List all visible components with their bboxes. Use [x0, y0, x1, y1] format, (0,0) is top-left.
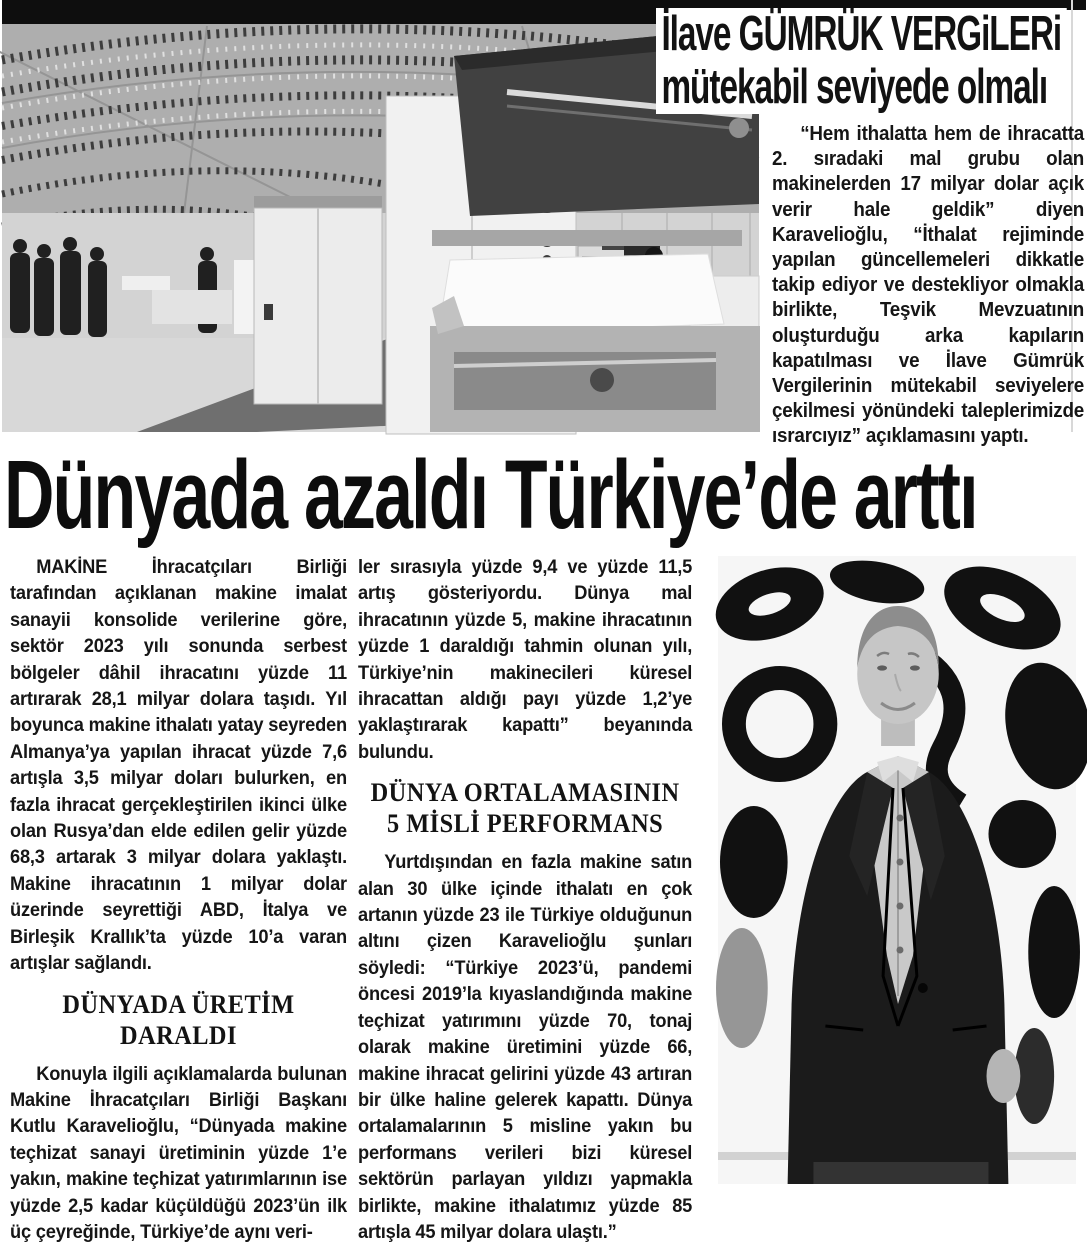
top-headline-row [656, 8, 1087, 61]
column1-subhead-line1: DÜNYADA ÜRETİM [10, 989, 347, 1020]
newspaper-clipping-page [2, 0, 1086, 1184]
top-headline-row [656, 61, 1087, 114]
top-article-body: “Hem ithalatta hem de ihracatta 2. sıradaki mal grubu olan makinelerden 17 milyar dolar açık verir hale geldik” diyen Karavelioğlu, “İthalat rejiminde yapılan güncellemeleri dikkatle takip ediyor ve destekliyor olmakla birlikte, Teşvik Mevzuatının oluşturduğu arka kapıların kapatılması ve İlave Gümrük Vergilerinin mütekabil seviyelere çekilmesi yönündeki taleplerimizde ısrarcıyız” açıklamasını yaptı. [772, 122, 1084, 450]
body-column-1 [10, 554, 347, 1245]
portrait-illustration [718, 556, 1076, 1184]
column1-subhead-line2: DARALDI [10, 1020, 347, 1051]
top-headline-line1: İlave GÜMRÜK VERGiLERi [656, 8, 1067, 61]
column2-subhead-line1: DÜNYA ORTALAMASININ [358, 777, 692, 808]
column2-subhead-line2: 5 MİSLİ PERFORMANS [358, 808, 692, 839]
column1-paragraph2: Konuyla ilgili açıklamalarda bulunan Makine İhracatçıları Birliği Başkanı Kutlu Karavelioğlu, “Dünyada makine teçhizat sanayi üretiminin yüzde 1’e yakın, makine teçhizat yatırımlarının ise yüzde 2,5 kadar küçüldüğü 2023’ün ilk üç çeyreğinde, Türkiye’de aynı veri- [10, 1061, 347, 1245]
main-headline: Dünyada azaldı Türkiye’de arttı [4, 442, 1084, 548]
column2-paragraph1: ler sırasıyla yüzde 9,4 ve yüzde 11,5 artış gösteriyordu. Dünya mal ihracatının yüzde 5, makine ihracatının yüzde 1 daraldığı tahmin olunan yılı, Türkiye’nin makinecileri küresel ihracattan aldığı payı yüzde 1,2’ye yaklaştırarak kapattı” beyanında bulundu. [358, 554, 692, 765]
machinery-photo-illustration [2, 8, 759, 432]
top-headline-line2: mütekabil seviyede olmalı [656, 61, 1053, 114]
column1-subhead [10, 989, 347, 1051]
column2-paragraph2: Yurtdışından en fazla makine satın alan 30 ülke içinde ithalatı en çok artanın yüzde 23 ile Türkiye olduğunun altını çizen Karavelioğlu şunları söyledi: “Türkiye 2023’ü, pandemi öncesi 2019’la kıyaslandığında makine teçhizat yatırımını yüzde 70, tonaj olarak makine üretimini yüzde 66, makine ihracat gelirini yüzde 43 artıran bir ülke haline gelerek kapattı. Dünya ortalamalarının 5 misline yakın bu performans verileri bizi küresel sektörün parlayan yıldızı yapmakla birlikte, makine ithalatımız yüzde 85 artışla 45 milyar dolara ulaştı.” [358, 849, 692, 1245]
column1-paragraph1: MAKİNE İhracatçıları Birliği tarafından açıklanan makine imalat sanayii konsolide verilerine göre, sektör 2023 yılı sonunda serbest bölgeler dâhil ihracatını yüzde 11 artırarak 28,1 milyar dolara taşıdı. Yıl boyunca makine ithalatı yatay seyreden Almanya’ya yapılan ihracat yüzde 7,6 artışla 3,5 milyar doları bulurken, en fazla ihracat gerçekleştirilen ikinci ülke olan Rusya’dan elde edilen gelir yüzde 68,3 artarak 3 milyar dolara yaklaştı. Makine ihracatının 1 milyar dolar üzerinde seyrettiği ABD, İtalya ve Birleşik Krallık’ta yüzde 10’a varan artışlar sağlandı. [10, 554, 347, 977]
portrait-photo [718, 556, 1076, 1184]
machinery-exhibition-photo [2, 8, 759, 432]
body-column-2 [358, 554, 692, 1245]
top-article-headline [656, 8, 1087, 114]
column2-subhead [358, 777, 692, 839]
